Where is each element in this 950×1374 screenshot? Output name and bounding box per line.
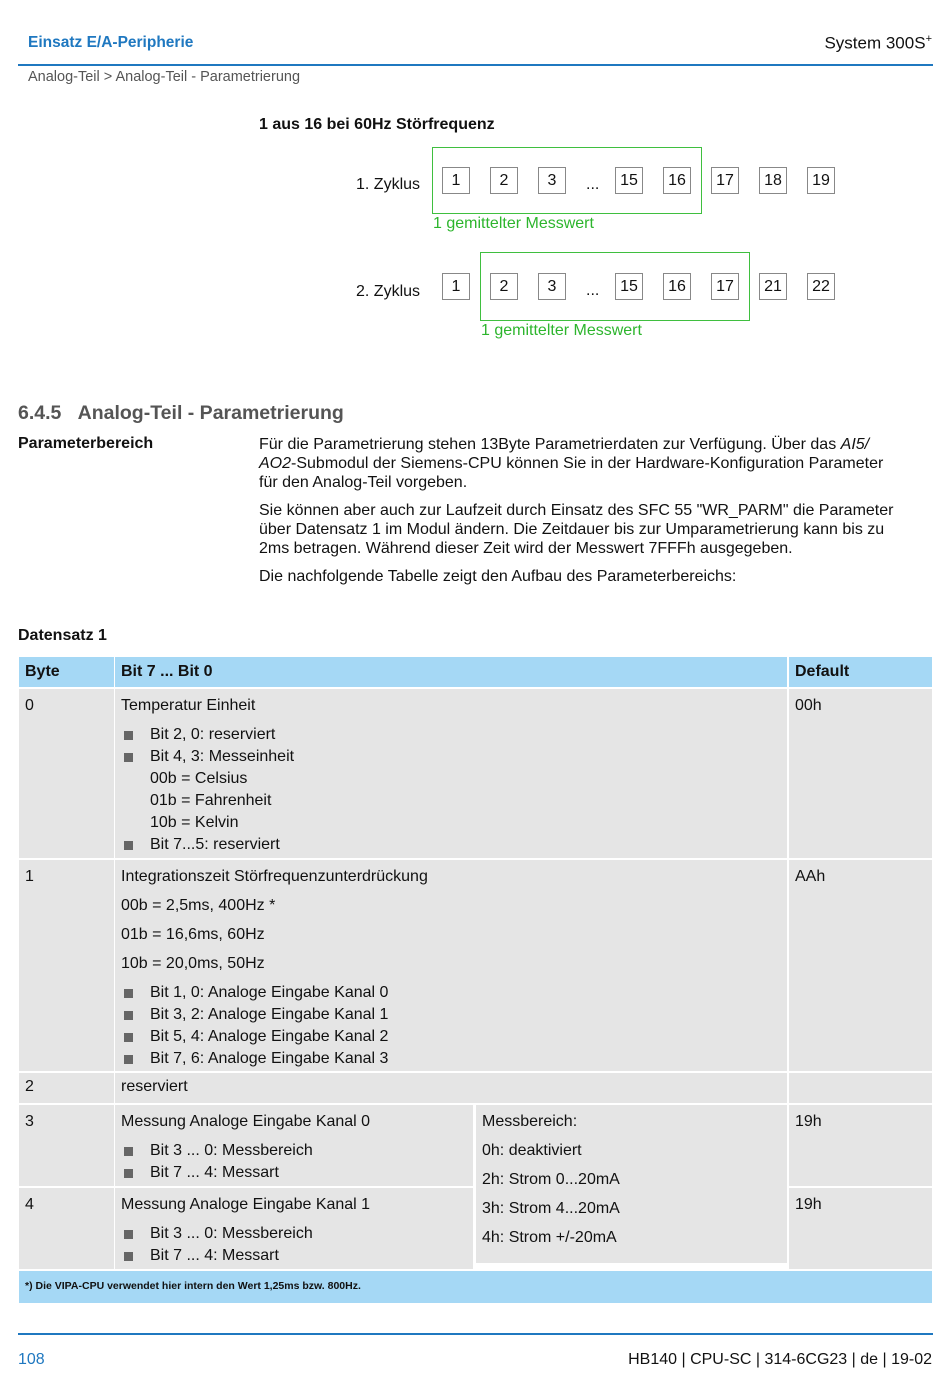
sub-item: 10b = Kelvin bbox=[150, 814, 239, 831]
range-item: 3h: Strom 4...20mA bbox=[482, 1200, 620, 1217]
row-4-description bbox=[115, 1188, 473, 1269]
italic-run: AO2 bbox=[259, 455, 292, 472]
section-heading bbox=[18, 402, 344, 425]
cycle-2-cell: 22 bbox=[807, 273, 835, 300]
paragraph-1-line-2 bbox=[259, 454, 935, 473]
row-1-description bbox=[115, 860, 787, 1071]
bullet-text: Bit 7 ... 4: Messart bbox=[150, 1164, 279, 1181]
italic-run: AI5/ bbox=[840, 436, 870, 453]
bullet-icon bbox=[124, 1252, 133, 1261]
cycle-1-label: 1. Zyklus bbox=[356, 176, 421, 193]
row-4-title: Messung Analoge Eingabe Kanal 1 bbox=[121, 1196, 371, 1213]
cycle-1-cell: 15 bbox=[615, 167, 643, 194]
bullet-text: Bit 5, 4: Analoge Eingabe Kanal 2 bbox=[150, 1028, 389, 1045]
paragraph-2 bbox=[259, 501, 935, 558]
row-1-title: Integrationszeit Störfrequenzunterdrückung bbox=[121, 868, 428, 885]
cycle-2-cell: 2 bbox=[490, 273, 518, 300]
row-2-default bbox=[789, 1073, 932, 1103]
measurement-range-cell bbox=[476, 1105, 787, 1263]
bullet-text: Bit 3 ... 0: Messbereich bbox=[150, 1142, 313, 1159]
header-default: Default bbox=[789, 657, 932, 687]
figure-title: 1 aus 16 bei 60Hz Störfrequenz bbox=[259, 116, 495, 133]
cycle-2-ellipsis: ... bbox=[586, 282, 600, 299]
row-3-description bbox=[115, 1105, 473, 1186]
paragraph-1-line-1 bbox=[259, 435, 935, 454]
range-item: 4h: Strom +/-20mA bbox=[482, 1229, 617, 1246]
bullet-icon bbox=[124, 1033, 133, 1042]
row-4-byte: 4 bbox=[19, 1188, 114, 1269]
row-4-default: 19h bbox=[789, 1188, 932, 1269]
row-0-title: Temperatur Einheit bbox=[121, 697, 256, 714]
bullet-text: Bit 7...5: reserviert bbox=[150, 836, 280, 853]
bullet-icon bbox=[124, 731, 133, 740]
bullet-item bbox=[121, 746, 781, 768]
header-product bbox=[824, 33, 932, 54]
range-item: 0h: deaktiviert bbox=[482, 1142, 582, 1159]
bullet-icon bbox=[124, 989, 133, 998]
parameter-area-label: Parameterbereich bbox=[18, 435, 154, 452]
bullet-text: Bit 7 ... 4: Messart bbox=[150, 1247, 279, 1264]
row-0-default: 00h bbox=[789, 689, 932, 858]
bullet-icon bbox=[124, 841, 133, 850]
product-sup: + bbox=[925, 33, 932, 45]
bullet-item bbox=[121, 1026, 781, 1048]
footer-divider bbox=[18, 1333, 933, 1335]
bullet-item bbox=[121, 1048, 781, 1070]
paragraph-3: Die nachfolgende Tabelle zeigt den Aufbau des Parameterbereichs: bbox=[259, 568, 737, 585]
cycle-1-cell: 19 bbox=[807, 167, 835, 194]
cycle-1-cell: 16 bbox=[663, 167, 691, 194]
row-2-byte: 2 bbox=[19, 1073, 114, 1103]
bullet-text: Bit 1, 0: Analoge Eingabe Kanal 0 bbox=[150, 984, 389, 1001]
paragraph-1 bbox=[259, 435, 935, 492]
cycle-1-average-box bbox=[432, 147, 702, 214]
row-1-default: AAh bbox=[789, 860, 932, 1071]
cycle-2-average-label: 1 gemittelter Messwert bbox=[481, 322, 642, 339]
row-0-byte: 0 bbox=[19, 689, 114, 858]
cycle-1-cell: 1 bbox=[442, 167, 470, 194]
bullet-item bbox=[121, 1004, 781, 1026]
table-footnote: *) Die VIPA-CPU verwendet hier intern den Wert 1,25ms bzw. 800Hz. bbox=[19, 1271, 932, 1303]
bullet-text: Bit 7, 6: Analoge Eingabe Kanal 3 bbox=[150, 1050, 389, 1067]
table-caption: Datensatz 1 bbox=[18, 627, 107, 644]
bullet-item bbox=[121, 1162, 467, 1184]
range-title: Messbereich: bbox=[482, 1113, 578, 1130]
bullet-icon bbox=[124, 1169, 133, 1178]
header-section-title: Einsatz E/A-Peripherie bbox=[28, 34, 194, 51]
bullet-icon bbox=[124, 1055, 133, 1064]
bullet-item bbox=[121, 1223, 467, 1245]
header-bits: Bit 7 ... Bit 0 bbox=[115, 657, 787, 687]
cycle-1-cell: 18 bbox=[759, 167, 787, 194]
document-id: HB140 | CPU-SC | 314-6CG23 | de | 19-02 bbox=[628, 1351, 932, 1368]
row-3-default: 19h bbox=[789, 1105, 932, 1186]
option-line: 00b = 2,5ms, 400Hz * bbox=[121, 897, 276, 914]
header-divider bbox=[18, 64, 933, 66]
text-run: Für die Parametrierung stehen 13Byte Parametrierdaten zur Verfügung. Über das bbox=[259, 436, 841, 453]
bullet-item bbox=[121, 834, 781, 856]
paragraph-2-line-2: über Datensatz 1 im Modul ändern. Die Zeitdauer bis zur Umparametrierung kann bis zu bbox=[259, 521, 885, 538]
bullet-item bbox=[121, 1140, 467, 1162]
cycle-1-cell: 2 bbox=[490, 167, 518, 194]
row-3-byte: 3 bbox=[19, 1105, 114, 1186]
bullet-item bbox=[121, 724, 781, 746]
cycle-2-label: 2. Zyklus bbox=[356, 283, 421, 300]
row-3-title: Messung Analoge Eingabe Kanal 0 bbox=[121, 1113, 371, 1130]
section-title: Analog-Teil - Parametrierung bbox=[77, 402, 344, 424]
bullet-item bbox=[121, 1245, 467, 1267]
cycle-1-ellipsis: ... bbox=[586, 176, 600, 193]
cycle-2-cell: 16 bbox=[663, 273, 691, 300]
page-number: 108 bbox=[18, 1351, 45, 1368]
sub-item: 00b = Celsius bbox=[150, 770, 248, 787]
cycle-1-cell: 17 bbox=[711, 167, 739, 194]
section-number: 6.4.5 bbox=[18, 402, 62, 424]
bullet-icon bbox=[124, 1011, 133, 1020]
cycle-2-cell: 17 bbox=[711, 273, 739, 300]
cycle-2-cell: 21 bbox=[759, 273, 787, 300]
bullet-text: Bit 4, 3: Messeinheit bbox=[150, 748, 295, 765]
bullet-text: Bit 3 ... 0: Messbereich bbox=[150, 1225, 313, 1242]
bullet-icon bbox=[124, 753, 133, 762]
bullet-text: Bit 2, 0: reserviert bbox=[150, 726, 276, 743]
cycle-1-average-label: 1 gemittelter Messwert bbox=[433, 215, 594, 232]
bullet-icon bbox=[124, 1230, 133, 1239]
breadcrumb[interactable]: Analog-Teil > Analog-Teil - Parametrierung bbox=[28, 69, 301, 85]
sub-item: 01b = Fahrenheit bbox=[150, 792, 272, 809]
paragraph-2-line-1: Sie können aber auch zur Laufzeit durch Einsatz des SFC 55 "WR_PARM" die Parameter bbox=[259, 502, 894, 519]
product-name: System 300S bbox=[824, 33, 926, 53]
text-run: -Submodul der Siemens-CPU können Sie in der Hardware-Konfiguration Parameter bbox=[291, 455, 884, 472]
option-line: 01b = 16,6ms, 60Hz bbox=[121, 926, 265, 943]
header-byte: Byte bbox=[19, 657, 114, 687]
row-2-description: reserviert bbox=[115, 1073, 787, 1103]
row-0-description bbox=[115, 689, 787, 858]
option-line: 10b = 20,0ms, 50Hz bbox=[121, 955, 265, 972]
bullet-item bbox=[121, 982, 781, 1004]
cycle-2-cell: 1 bbox=[442, 273, 470, 300]
cycle-2-cell: 15 bbox=[615, 273, 643, 300]
range-item: 2h: Strom 0...20mA bbox=[482, 1171, 620, 1188]
paragraph-2-line-3: 2ms betragen. Während dieser Zeit wird der Messwert 7FFFh ausgegeben. bbox=[259, 540, 793, 557]
row-1-byte: 1 bbox=[19, 860, 114, 1071]
cycle-2-cell: 3 bbox=[538, 273, 566, 300]
paragraph-1-line-3: für den Analog-Teil vorgeben. bbox=[259, 474, 468, 491]
cycle-1-cell: 3 bbox=[538, 167, 566, 194]
bullet-icon bbox=[124, 1147, 133, 1156]
bullet-text: Bit 3, 2: Analoge Eingabe Kanal 1 bbox=[150, 1006, 389, 1023]
